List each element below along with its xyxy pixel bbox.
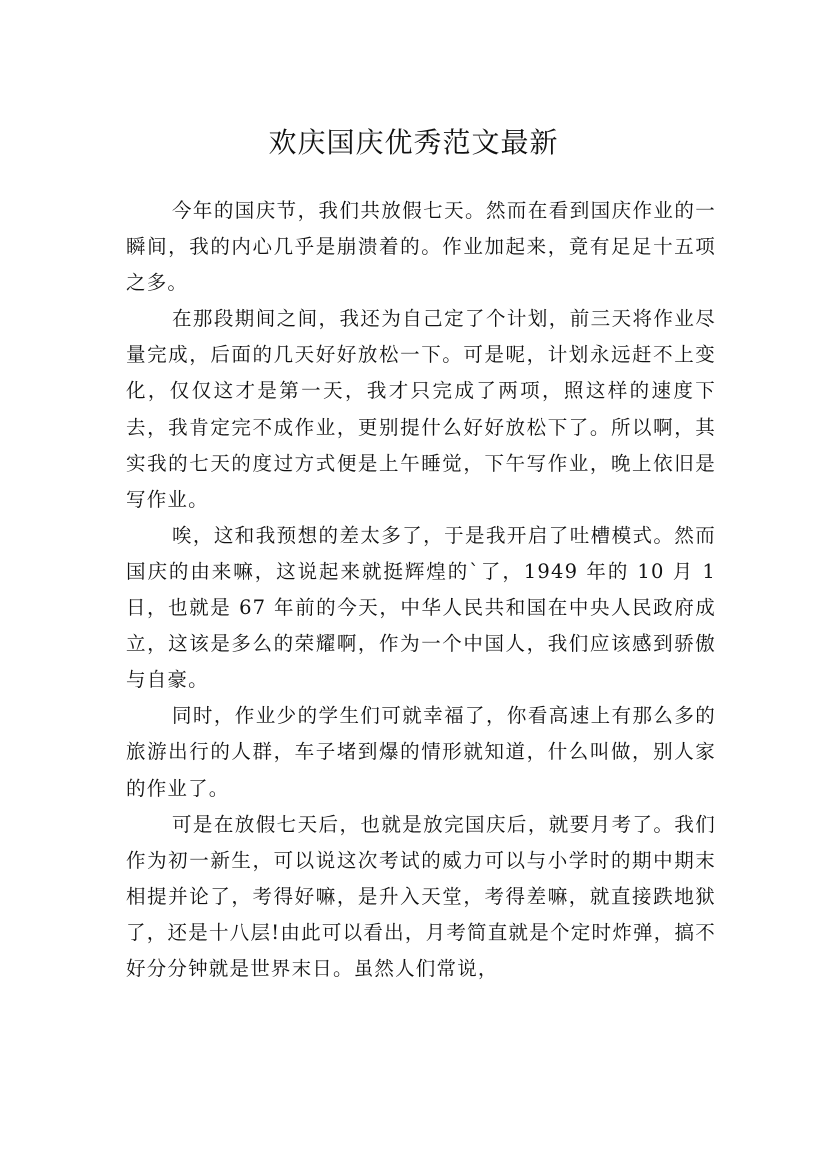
- paragraph-5: 可是在放假七天后，也就是放完国庆后，就要月考了。我们作为初一新生，可以说这次考试的威力可以与小学时的期中期末相提并论了，考得好嘛，是升入天堂，考得差嘛，就直接跌地狱了，还是十八层!由此可以看出，月考简直就是个定时炸弹，搞不好分分钟就是世界末日。虽然人们常说，: [126, 812, 716, 980]
- paragraph-3: 唉，这和我预想的差太多了，于是我开启了吐槽模式。然而国庆的由来嘛，这说起来就挺辉煌的`了，1949 年的 10 月 1 日，也就是 67 年前的今天，中华人民共和国在中央人民政府成立，这该是多么的荣耀啊，作为一个中国人，我们应该感到骄傲与自豪。: [126, 523, 716, 692]
- document-body: [126, 193, 716, 987]
- paragraph-1: 今年的国庆节，我们共放假七天。然而在看到国庆作业的一瞬间，我的内心几乎是崩溃着的。作业加起来，竟有足足十五项之多。: [126, 199, 716, 295]
- paragraph-2: 在那段期间之间，我还为自己定了个计划，前三天将作业尽量完成，后面的几天好好放松一下。可是呢，计划永远赶不上变化，仅仅这才是第一天，我才只完成了两项，照这样的速度下去，我肯定完不成作业，更别提什么好好放松下了。所以啊，其实我的七天的度过方式便是上午睡觉，下午写作业，晚上依旧是写作业。: [126, 307, 716, 511]
- paragraph-4: 同时，作业少的学生们可就幸福了，你看高速上有那么多的旅游出行的人群，车子堵到爆的情形就知道，什么叫做，别人家的作业了。: [126, 704, 716, 800]
- document-title: 欢庆国庆优秀范文最新: [268, 125, 559, 159]
